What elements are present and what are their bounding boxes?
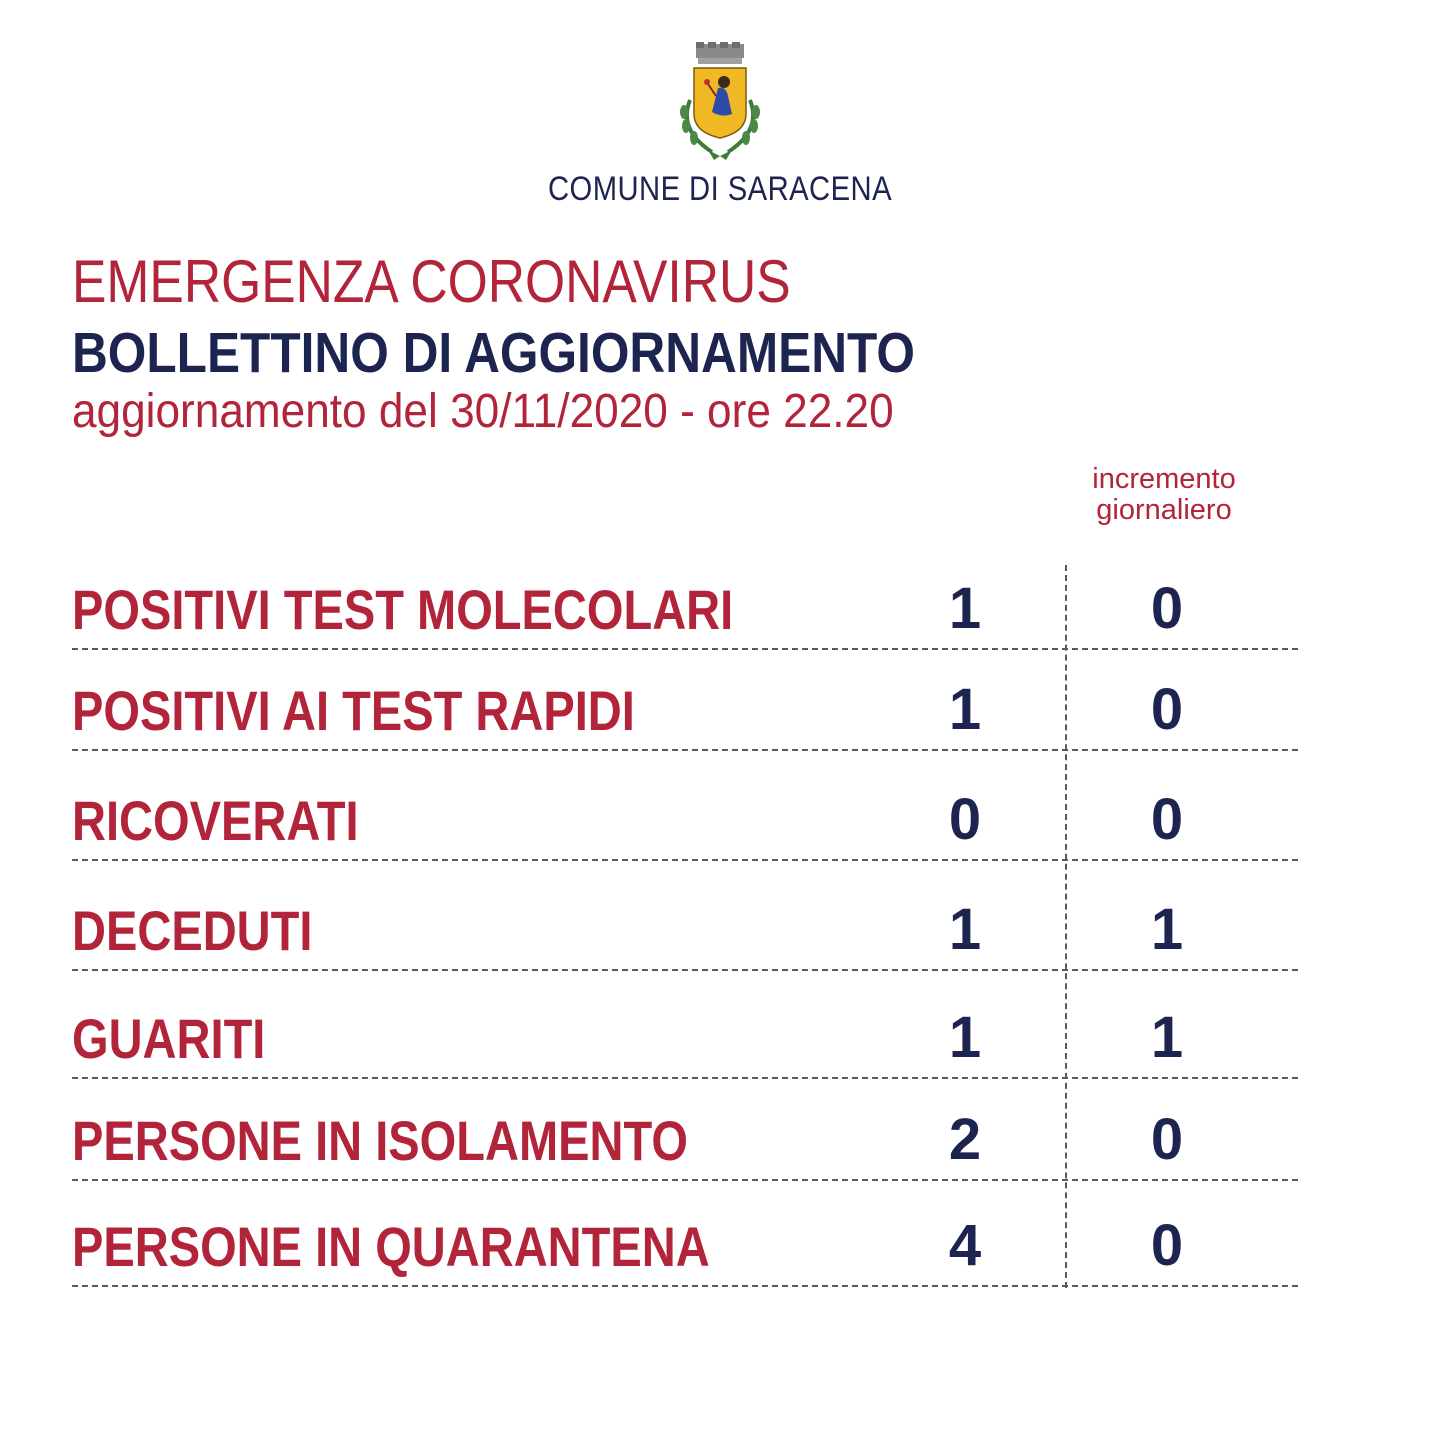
row-total: 2 bbox=[948, 1107, 982, 1172]
table-row bbox=[72, 1071, 1298, 1179]
row-increment: 0 bbox=[1150, 1107, 1184, 1172]
coat-of-arms-logo bbox=[668, 40, 772, 164]
row-divider bbox=[72, 1285, 1298, 1287]
row-total: 1 bbox=[948, 1005, 982, 1070]
row-label: GUARITI bbox=[72, 1007, 266, 1070]
row-increment: 0 bbox=[1150, 1213, 1184, 1278]
row-total: 1 bbox=[948, 897, 982, 962]
increment-column-header bbox=[1064, 464, 1264, 526]
table-row bbox=[72, 641, 1298, 749]
table-row bbox=[72, 861, 1298, 969]
row-increment: 0 bbox=[1150, 576, 1184, 641]
row-total: 4 bbox=[948, 1213, 982, 1278]
table-row bbox=[72, 1177, 1298, 1285]
emergency-title: EMERGENZA CORONAVIRUS bbox=[72, 248, 791, 315]
table-row bbox=[72, 969, 1298, 1077]
row-total: 1 bbox=[948, 576, 982, 641]
row-label: RICOVERATI bbox=[72, 789, 359, 852]
increment-header-line2: giornaliero bbox=[1096, 494, 1232, 526]
row-label: PERSONE IN QUARANTENA bbox=[72, 1215, 710, 1278]
municipality-name: COMUNE DI SARACENA bbox=[547, 170, 893, 208]
row-total: 0 bbox=[948, 787, 982, 852]
row-total: 1 bbox=[948, 677, 982, 742]
bulletin-title: BOLLETTINO DI AGGIORNAMENTO bbox=[72, 321, 916, 385]
table-row bbox=[72, 751, 1298, 859]
row-increment: 1 bbox=[1150, 897, 1184, 962]
row-label: POSITIVI AI TEST RAPIDI bbox=[72, 679, 635, 742]
row-label: DECEDUTI bbox=[72, 899, 313, 962]
row-label: PERSONE IN ISOLAMENTO bbox=[72, 1109, 688, 1172]
row-increment: 1 bbox=[1150, 1005, 1184, 1070]
row-label: POSITIVI TEST MOLECOLARI bbox=[72, 578, 734, 641]
update-timestamp: aggiornamento del 30/11/2020 - ore 22.20 bbox=[72, 385, 894, 438]
row-increment: 0 bbox=[1150, 787, 1184, 852]
row-increment: 0 bbox=[1150, 677, 1184, 742]
table-row bbox=[72, 540, 1298, 648]
increment-header-line1: incremento bbox=[1092, 463, 1236, 495]
